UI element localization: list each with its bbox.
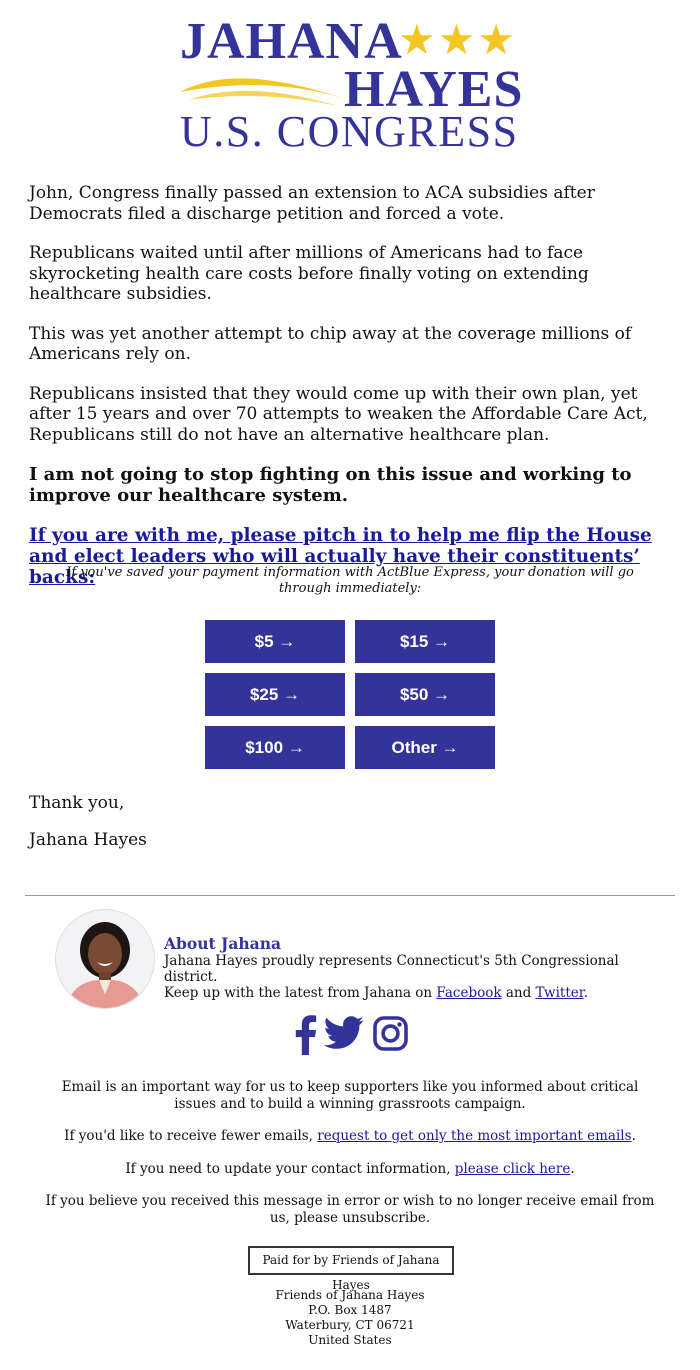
donate-button-25[interactable]: $25 → [205,673,345,716]
fewer-emails-link[interactable]: request to get only the most important emails [317,1128,632,1144]
twitter-link[interactable]: Twitter [535,985,584,1001]
donate-cta-link[interactable]: If you are with me, please pitch in to help me flip the House and elect leaders who will actually have their constituents’ backs: [29,525,652,588]
logo-office: U.S. CONGRESS [180,107,519,156]
address-line-2: P.O. Box 1487 [308,1303,392,1317]
donate-button-15[interactable]: $15 → [355,620,495,663]
about-section [164,935,664,1001]
body-paragraph-3: This was yet another attempt to chip away at the coverage millions of Americans rely on. [29,323,632,364]
signoff-thanks: Thank you, [29,793,125,813]
signoff [29,792,147,866]
mailing-address [200,1288,500,1348]
signoff-name: Jahana Hayes [29,830,147,850]
body-paragraph-1: John, Congress finally passed an extension to ACA subsidies after Democrats filed a discharge petition and forced a vote. [29,183,595,224]
instagram-icon[interactable] [373,1016,408,1051]
update-info-prefix: If you need to update your contact information, [125,1160,451,1177]
address-line-1: Friends of Jahana Hayes [275,1288,425,1302]
social-icons [290,1013,410,1057]
footer [40,1079,660,1242]
body-paragraph-4: Republicans insisted that they would come up with their own plan, yet after 15 years and over 70 attempts to weaken the Affordable Care Act, Republicans still do not have an alternative healthcare plan. [29,383,648,445]
about-title: About Jahana [164,934,282,953]
about-period: . [583,985,589,1001]
facebook-icon[interactable] [292,1013,318,1055]
logo-last-name: HAYES [344,61,524,118]
donate-button-100[interactable]: $100 → [205,726,345,769]
facebook-link[interactable]: Facebook [436,985,502,1001]
footer-paragraph-1: Email is an important way for us to keep supporters like you informed about critical issues and to build a winning grassroots campaign. [61,1079,639,1112]
about-and: and [505,985,532,1001]
donate-button-5[interactable]: $5 → [205,620,345,663]
logo-first-name: JAHANA [180,13,403,70]
twitter-icon[interactable] [324,1016,364,1050]
body-bold-statement: I am not going to stop fighting on this issue and working to improve our healthcare system. [29,464,632,506]
footer-paragraph-3: If you need to update your contact information, please click here. [125,1160,575,1177]
body-paragraph-2: Republicans waited until after millions of Americans had to face skyrocketing health care costs before finally voting on extending healthcare subsidies. [29,243,589,304]
update-info-link[interactable]: please click here [454,1160,571,1177]
about-line-1: Jahana Hayes proudly represents Connecticut's 5th Congressional district. [164,953,619,985]
footer-paragraph-2: If you'd like to receive fewer emails, request to get only the most important emails. [64,1128,636,1144]
campaign-logo [170,12,530,156]
footer-paragraph-4: If you believe you received this message in error or wish to no longer receive email from us, please unsubscribe. [45,1193,655,1226]
address-line-3: Waterbury, CT 06721 [285,1318,415,1332]
about-line-2 [164,985,664,1001]
email-body [29,183,674,588]
address-line-4: United States [308,1333,392,1347]
footer-divider [25,895,675,896]
about-line-2-prefix: Keep up with the latest from Jahana on [164,985,433,1001]
donate-button-other[interactable]: Other → [355,726,495,769]
donate-button-50[interactable]: $50 → [355,673,495,716]
logo-swoosh-icon [178,62,348,112]
avatar [56,910,154,1008]
actblue-express-note: If you've saved your payment information with ActBlue Express, your donation will go through immediately: [66,565,634,596]
portrait-icon [56,910,154,1008]
logo-stars: ★★★ [398,15,517,64]
paid-for-disclaimer: Paid for by Friends of Jahana Hayes [248,1246,454,1275]
fewer-emails-prefix: If you'd like to receive fewer emails, [64,1128,313,1144]
